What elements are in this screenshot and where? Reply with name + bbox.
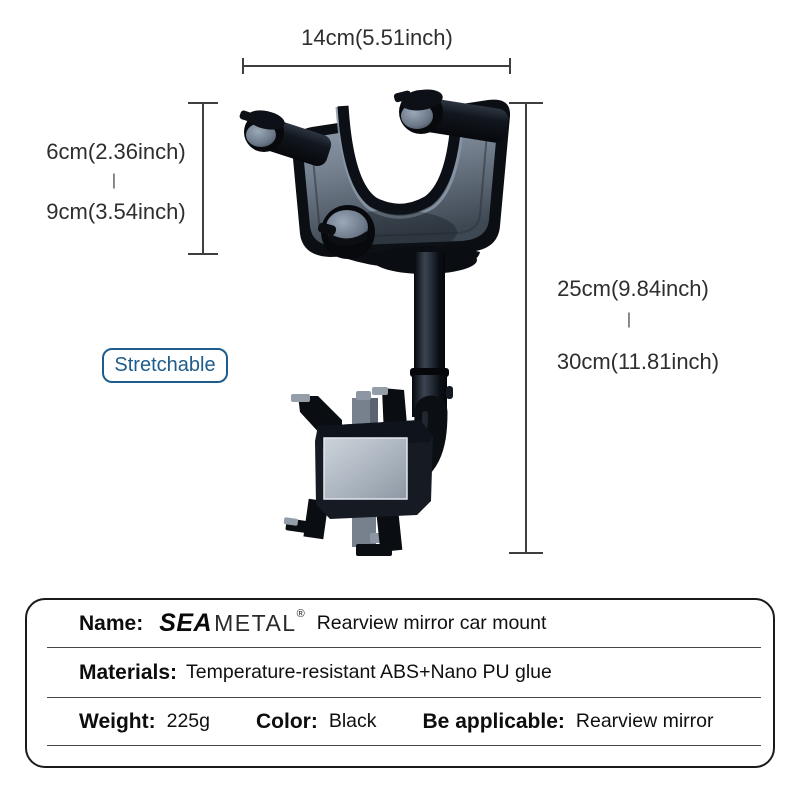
width-dimension-line (243, 58, 510, 74)
weight-value: 225g (166, 710, 210, 732)
name-value: Rearview mirror car mount (316, 612, 547, 634)
length-dimension-line (509, 103, 543, 553)
weight-pair (79, 710, 210, 734)
applicable-label: Be applicable: (422, 709, 565, 733)
applicable-value: Rearview mirror (575, 710, 714, 732)
length-max-label: 30cm(11.81inch) (556, 349, 720, 374)
spec-row-materials (27, 648, 773, 697)
height-max-label: 9cm(3.54inch) (46, 199, 186, 224)
height-dimension-line (188, 103, 218, 254)
pole-screw (446, 386, 453, 399)
applicable-pair (423, 710, 714, 734)
weight-label: Weight: (79, 709, 156, 733)
length-range-separator: | (626, 311, 632, 328)
color-value: Black (328, 710, 377, 732)
brand-metal-wordmark: METAL (214, 610, 297, 636)
brand-sea-wordmark: SEA (159, 609, 213, 637)
stretchable-badge: Stretchable (102, 348, 228, 383)
materials-label: Materials: (79, 660, 178, 684)
spec-table (25, 598, 775, 768)
color-label: Color: (256, 709, 318, 733)
height-range-separator: | (111, 172, 117, 189)
spec-row-details (27, 698, 773, 745)
brand-logo (159, 608, 305, 637)
product-photo (239, 87, 510, 556)
height-min-label: 6cm(2.36inch) (46, 139, 186, 164)
materials-value: Temperature-resistant ABS+Nano PU glue (186, 661, 552, 683)
registered-trademark-symbol: ® (296, 608, 305, 620)
spec-row-name (27, 600, 773, 647)
holder-back-plate (324, 438, 407, 499)
length-min-label: 25cm(9.84inch) (557, 276, 709, 301)
color-pair (256, 710, 377, 734)
width-dimension-label: 14cm(5.51inch) (301, 25, 453, 50)
row-divider (47, 745, 761, 746)
pole-upper (414, 252, 445, 374)
name-label: Name: (79, 611, 144, 635)
